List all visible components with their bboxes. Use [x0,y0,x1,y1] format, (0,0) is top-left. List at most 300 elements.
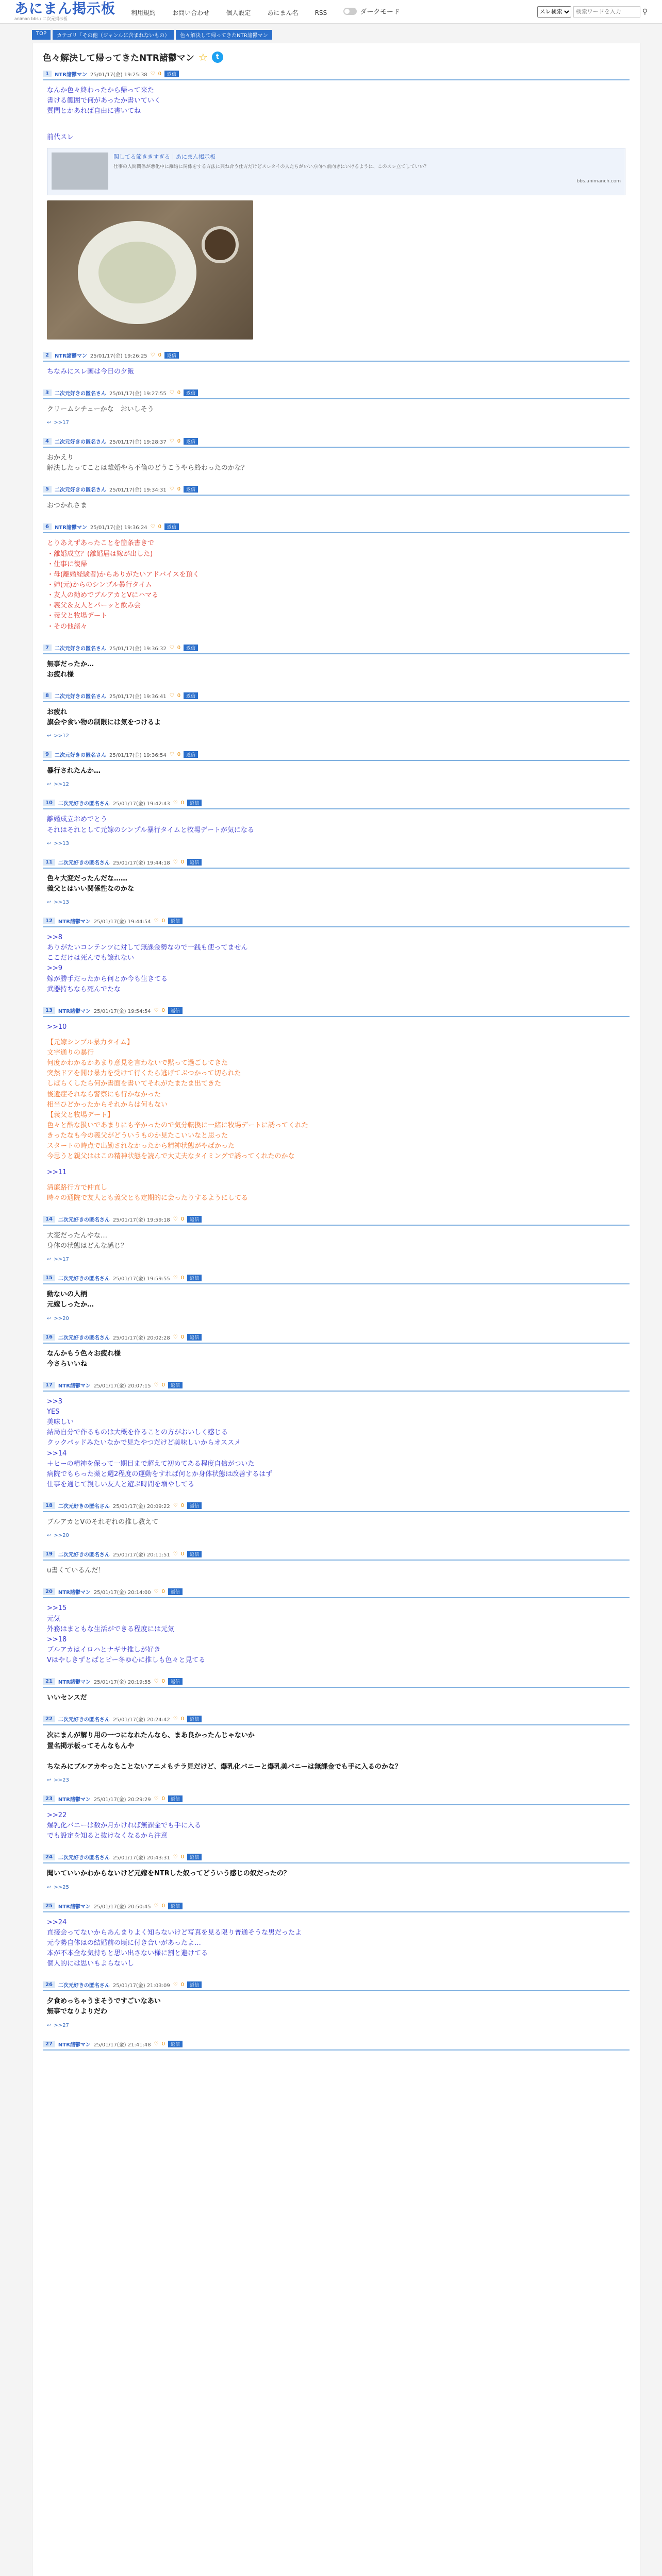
like-count: 0 [177,389,181,396]
post-body: >>15 元気 外務はまともな生活ができる程度には元気 >>18 ブルアカはイロハとナギサ推しが好き Vはやしきずとぱとピー冬ゆ心に推しも色々と見てる [47,1604,206,1665]
post-header [43,436,630,448]
post-number[interactable]: 23 [43,1795,55,1802]
post-number[interactable]: 2 [43,352,52,359]
post-date: 25/01/17(金) 20:24:42 [112,1717,170,1723]
like-count: 0 [161,1679,165,1685]
toggle-switch-icon [343,8,357,15]
post-number[interactable]: 27 [43,2041,55,2047]
reply-button[interactable]: 返信 [168,1903,183,1909]
link-thumbnail [52,152,108,190]
link-url: bbs.animanch.com [576,178,621,184]
post-header [43,1549,630,1561]
like-count: 0 [161,1795,165,1802]
reply-arrow-icon: ↩ [47,1777,52,1783]
like-icon[interactable]: ♡ [173,800,178,806]
like-icon[interactable]: ♡ [154,918,159,924]
like-icon[interactable]: ♡ [169,692,174,699]
reply-arrow-icon: ↩ [47,1884,52,1890]
post-number[interactable]: 9 [43,751,52,758]
reply-button[interactable]: 返信 [187,859,202,866]
post-number[interactable]: 17 [43,1382,55,1388]
like-icon[interactable]: ♡ [150,524,155,530]
post-date: 25/01/17(金) 19:36:32 [109,646,167,652]
post [43,1380,630,1495]
thread-title-row [43,50,630,63]
poster-name: NTR諸鬱マン [58,2042,91,2048]
post-header [43,642,630,654]
reply-links[interactable] [47,841,625,846]
poster-name: 二次元好きの匿名さん [54,693,106,700]
reply-links[interactable] [47,1885,625,1890]
post-header [43,1586,630,1598]
reply-button[interactable]: 返信 [184,645,198,651]
nav-bar [131,6,400,17]
reply-button[interactable]: 返信 [168,1588,183,1595]
poster-name: 二次元好きの匿名さん [58,860,110,866]
post-header [43,1005,630,1017]
post-date: 25/01/17(金) 20:19:55 [93,1680,151,1686]
like-icon[interactable]: ♡ [173,1982,178,1988]
logo-text: あにまん掲示板 [14,1,115,17]
post-header [43,1714,630,1725]
post-date: 25/01/17(金) 19:36:24 [90,525,147,531]
post-date: 25/01/17(金) 19:28:37 [109,439,167,445]
reply-button[interactable]: 返信 [184,692,198,699]
poster-name: NTR諸鬱マン [58,919,91,925]
food-shape [98,242,176,303]
reply-button[interactable]: 返信 [164,352,179,359]
post [43,350,630,382]
logo-subtitle: animan bbs / 二次元掲示板 [14,16,68,21]
like-count: 0 [177,645,181,651]
breadcrumb-thread[interactable]: 色々解決して帰ってきたNTR諸鬱マン [176,30,272,40]
post-header [43,350,630,362]
post-date: 25/01/17(金) 19:59:18 [112,1217,170,1224]
reply-links[interactable] [47,733,625,739]
like-icon[interactable]: ♡ [154,2041,159,2047]
like-count: 0 [161,2041,165,2047]
post-date: 25/01/17(金) 19:27:55 [109,391,167,397]
like-count: 0 [180,1503,185,1509]
post-body: ブルアカとVのそれぞれの推し教えて [47,1518,159,1527]
post-header [43,1332,630,1344]
like-icon[interactable]: ♡ [154,1007,159,1013]
cup-shape [202,226,239,263]
post-header [43,916,630,927]
search-icon[interactable]: ⚲ [642,7,648,16]
reply-button[interactable]: 返信 [168,1007,183,1014]
like-count: 0 [158,71,162,77]
reply-button[interactable]: 返信 [168,1795,183,1802]
like-icon[interactable]: ♡ [154,1679,159,1685]
nav-terms[interactable]: 利用規約 [131,9,156,16]
post-number[interactable]: 26 [43,1981,55,1988]
like-icon[interactable]: ♡ [154,1589,159,1595]
post-number[interactable]: 18 [43,1502,55,1509]
post-body: >>10 [47,1023,67,1031]
reply-links[interactable] [47,1316,625,1321]
reply-arrow-icon: ↩ [47,1257,52,1263]
top-bar [0,0,662,24]
post-header [43,1901,630,1912]
nav-contact[interactable]: お問い合わせ [172,9,210,16]
like-icon[interactable]: ♡ [154,1382,159,1388]
post-header [43,521,630,533]
post [43,1214,630,1267]
reply-arrow-icon: ↩ [47,1533,52,1539]
reply-button[interactable]: 返信 [168,1382,183,1388]
search-type-select[interactable] [537,6,571,18]
post [43,436,630,479]
post [43,916,630,1000]
thread-container [32,43,640,2576]
like-icon[interactable]: ♡ [173,1275,178,1281]
nav-rss[interactable]: RSS [315,9,327,16]
reply-links[interactable] [47,1533,625,1538]
like-icon[interactable]: ♡ [169,486,174,493]
reply-button[interactable]: 返信 [168,2041,183,2047]
post-number[interactable]: 3 [43,389,52,396]
post [43,1979,630,2033]
post-header [43,2039,630,2050]
like-count: 0 [161,1589,165,1595]
like-count: 0 [180,1334,185,1340]
post [43,1005,630,1209]
reply-button[interactable]: 返信 [187,1216,202,1223]
like-count: 0 [180,1275,185,1281]
like-icon[interactable]: ♡ [150,352,155,358]
post [43,798,630,851]
like-icon[interactable]: ♡ [169,752,174,758]
reply-button[interactable]: 返信 [187,1275,202,1281]
post [43,1500,630,1544]
like-icon[interactable]: ♡ [173,1334,178,1340]
post-body: 無事だったか… お疲れ様 [47,660,94,679]
post-header [43,1852,630,1863]
post-date: 25/01/17(金) 19:36:41 [109,693,167,700]
search-input[interactable] [573,6,640,18]
like-icon[interactable]: ♡ [173,1216,178,1223]
post [43,749,630,792]
post-number[interactable]: 7 [43,645,52,651]
post-number[interactable]: 10 [43,800,55,806]
link-card[interactable] [47,148,625,195]
post [43,690,630,744]
reply-arrow-icon: ↩ [47,899,52,905]
post-list [43,69,630,2061]
page-title: 色々解決して帰ってきたNTR諸鬱マン [43,53,194,63]
post-number[interactable]: 19 [43,1551,55,1557]
nav-settings[interactable]: 個人設定 [226,9,251,16]
like-count: 0 [161,1382,165,1388]
like-count: 0 [177,486,181,493]
post-body: お疲れ 旗会や食い物の制限には気をつけるよ [47,708,161,727]
post-date: 25/01/17(金) 20:02:28 [112,1335,170,1341]
post [43,857,630,910]
reply-button[interactable]: 返信 [187,1334,202,1341]
post-date: 25/01/17(金) 20:29:29 [93,1797,151,1803]
like-count: 0 [177,692,181,699]
dark-mode-label: ダークモード [360,8,400,16]
post [43,387,630,431]
reply-ref: >>13 [54,899,69,905]
post [43,521,630,637]
like-icon[interactable]: ♡ [173,1551,178,1557]
like-count: 0 [177,438,181,444]
post-date: 25/01/17(金) 19:36:54 [109,753,167,759]
post [43,2039,630,2061]
reply-button[interactable]: 返信 [187,1502,202,1509]
like-count: 0 [180,1982,185,1988]
post-body: クリームシチューかな おいしそう [47,405,154,413]
like-count: 0 [158,524,162,530]
poster-name: 二次元好きの匿名さん [54,439,106,445]
post-date: 25/01/17(金) 20:07:15 [93,1383,151,1389]
poster-name: 二次元好きの匿名さん [58,1717,110,1723]
post-number[interactable]: 25 [43,1903,55,1909]
post-number[interactable]: 16 [43,1334,55,1341]
post [43,1793,630,1846]
poster-name: 二次元好きの匿名さん [54,487,106,494]
post-date: 25/01/17(金) 19:59:55 [112,1276,170,1282]
post-body: とりあえずあったことを箇条書きで ・離婚成立？(離婚届は嫁が出した) ・仕事に復帰 ・母(離婚経験者)からありがたいアドバイスを頂く ・姉(元)からのシンプル暴行タイム ・友人の勧めでブルアカとVにハマる ・義父＆友人とパーッと飲み会 ・義父と牧場デート ・その他諸々 [47,539,200,631]
poster-name: 二次元好きの匿名さん [58,1983,110,1989]
reply-button[interactable]: 返信 [187,1716,202,1722]
like-icon[interactable]: ♡ [173,1503,178,1509]
post-date: 25/01/17(金) 19:26:25 [90,353,147,359]
reply-button[interactable]: 返信 [168,1678,183,1685]
post-header [43,1979,630,1991]
post-body: >>22 爆乳化バニーは数か月かければ無課金でも手に入る でも設定を知ると抜けなくなるから注意 [47,1811,202,1840]
post [43,1714,630,1788]
post-date: 25/01/17(金) 20:50:45 [93,1904,151,1910]
like-count: 0 [158,352,162,358]
post-body: 離婚成立おめでとう それはそれとして元嫁のシンプル暴行タイムと牧場デートが気になる [47,816,254,834]
reply-ref: >>20 [54,1315,69,1321]
like-icon[interactable]: ♡ [154,1903,159,1909]
post-body: >>3 YES 美味しい 結局自分で作るものは大概を作ることの方がおいしく感じる クックパッドみたいなかで見たやつだけど美味しいからオススメ >>14 ＋ヒーの精神を保って一期目まで超えて初めてある程度自信がついた 病院でもらった薬と週2程度の運動をすれば何とか身体状態は改善するはず 仕事を通じて親しい友人と遊ぶ時間を増やしてる [47,1397,273,1488]
post [43,1273,630,1326]
post-number[interactable]: 1 [43,71,52,77]
poster-name: NTR諸鬱マン [58,1008,91,1014]
post-number[interactable]: 13 [43,1007,55,1014]
post-body: 次にまんが解り用の一つになれたんなら、まあ良かったんじゃないか 置名掲示板ってそんなもんや ちなみにブルアカやったことないアニメもチラ見だけど、爆乳化バニーと爆乳美バニーは無課金でも手に入るのかな？ [47,1732,402,1771]
reply-arrow-icon: ↩ [47,840,52,846]
post-body: 【元嫁シンプル暴力タイム】 文字通りの暴行 何度かわかるかあまり意見を言わないで黙って過ごしてきた 突然ドアを開け暴力を受けて行くたら逃げてぶつかって切られた しばらくしたら何か書面を書いてそれがたまたま出てきた 後遺症それなら警察にも行かなかった 相当ひどかったからそれからは何もない 【義父と牧場デート】 色々と酷な扱いであまりにも辛かったので気分転換に一緒に牧場デートに誘ってくれた きったなも今の義父がどういうものか見たこいいなと思った スタートの時点で出勤されなかったから精神状態がやばかった 今思うと親父ははこの精神状態を読んで大丈夫なタイミングで誘ってくれたのかな [47,1038,309,1161]
post-body: いいセンスだ [47,1694,87,1702]
like-count: 0 [180,1551,185,1557]
like-icon[interactable]: ♡ [173,1854,178,1860]
post-number[interactable]: 22 [43,1716,55,1722]
post-number[interactable]: 20 [43,1588,55,1595]
poster-name: 二次元好きの匿名さん [58,1552,110,1558]
reply-arrow-icon: ↩ [47,782,52,788]
link-title: 関してる節ききすぎる｜あにまん掲示板 [113,153,216,160]
nav-animan[interactable]: あにまん名 [267,9,299,16]
reply-ref: >>12 [54,782,69,788]
post-header [43,387,630,399]
reply-links[interactable] [47,1257,625,1262]
post-header [43,1214,630,1226]
poster-name: NTR諸鬱マン [58,1797,91,1803]
post-header [43,798,630,809]
like-count: 0 [161,918,165,924]
post-header [43,69,630,80]
twitter-share-icon[interactable]: t [212,52,223,63]
post-date: 25/01/17(金) 19:44:54 [93,919,151,925]
reply-arrow-icon: ↩ [47,733,52,739]
post-number[interactable]: 24 [43,1854,55,1860]
post-number[interactable]: 5 [43,486,52,493]
like-icon[interactable]: ♡ [154,1795,159,1802]
like-count: 0 [180,859,185,865]
post-number[interactable]: 8 [43,692,52,699]
reply-arrow-icon: ↩ [47,2022,52,2028]
post-date: 25/01/17(金) 19:34:31 [109,487,167,494]
poster-name: 二次元好きの匿名さん [58,1276,110,1282]
post-image[interactable] [47,200,253,340]
post-body: 聞いていいかわからないけど元嫁をNTRした奴ってどういう感じの奴だったの？ [47,1870,290,1878]
reply-button[interactable]: 返信 [187,1854,202,1860]
post [43,1901,630,1975]
post-number[interactable]: 15 [43,1275,55,1281]
post-body: なんか色々終わったから帰って来た 書ける範囲で何があったか書いていく 質問とかあれば自由に書いてね [47,87,161,115]
post-body: 大変だったんやな… 身体の状態はどんな感じ？ [47,1232,128,1250]
site-logo[interactable] [14,2,115,22]
reply-button[interactable]: 返信 [184,389,198,396]
post-body: 暴行されたんか… [47,767,101,775]
post [43,642,630,685]
poster-name: 二次元好きの匿名さん [54,646,106,652]
post-body: おかえり 解決したってことは離婚やら不倫のどうこうやら終わったのかな？ [47,453,248,472]
like-count: 0 [177,752,181,758]
post-body: u書くているんだ！ [47,1567,105,1575]
post-number[interactable]: 12 [43,918,55,924]
breadcrumb [32,30,662,40]
post-date: 25/01/17(金) 20:09:22 [112,1504,170,1510]
post-header [43,857,630,869]
post-header [43,690,630,702]
poster-name: 二次元好きの匿名さん [54,391,106,397]
post-header [43,484,630,496]
post-number[interactable]: 14 [43,1216,55,1223]
post [43,484,630,516]
post-body: 清廉路行方で仲直し 時々の通院で友人とも義父とも定期的に会ったりするようにしてる [47,1183,249,1202]
post-number[interactable]: 4 [43,438,52,445]
like-icon[interactable]: ♡ [173,859,178,865]
post-header [43,1273,630,1284]
reply-ref: >>12 [54,733,69,739]
poster-name: NTR諸鬱マン [58,1680,91,1686]
post [43,1676,630,1708]
reply-arrow-icon: ↩ [47,419,52,426]
post-body: 前代スレ [47,133,74,141]
like-count: 0 [180,1716,185,1722]
reply-ref: >>27 [54,2022,69,2028]
post-number[interactable]: 6 [43,523,52,530]
post-header [43,1500,630,1512]
poster-name: 二次元好きの匿名さん [58,1217,110,1224]
reply-ref: >>23 [54,1777,69,1783]
like-count: 0 [161,1903,165,1909]
search-area [537,6,648,18]
reply-ref: >>20 [54,1533,69,1539]
poster-name: NTR諸鬱マン [54,525,87,531]
reply-links[interactable] [47,782,625,787]
reply-links[interactable] [47,420,625,426]
like-icon[interactable]: ♡ [169,645,174,651]
post-date: 25/01/17(金) 20:14:00 [93,1590,151,1596]
post-date: 25/01/17(金) 19:44:18 [112,860,170,866]
post-date: 25/01/17(金) 20:43:31 [112,1855,170,1861]
reply-button[interactable]: 返信 [184,751,198,758]
reply-arrow-icon: ↩ [47,1315,52,1321]
post-body: >>24 直接会ってないからあんまりよく知らないけど写真を見る限り普通そうな男だったよ 元今勢自体はの結婚前の頃に付き合いがあったよ… 本が不本全な気持ちと思い出さない様に割と避けてる 個人的には思いもよらないし [47,1918,302,1968]
post [43,1549,630,1581]
reply-ref: >>13 [54,840,69,846]
dark-mode-toggle[interactable] [343,6,400,16]
post [43,1852,630,1895]
poster-name: 二次元好きの匿名さん [58,801,110,807]
like-count: 0 [180,1216,185,1223]
reply-button[interactable]: 返信 [168,918,183,924]
favorite-star-icon[interactable]: ☆ [198,50,208,63]
reply-ref: >>25 [54,1884,69,1890]
reply-button[interactable]: 返信 [184,438,198,445]
poster-name: 二次元好きの匿名さん [58,1335,110,1341]
link-description: 仕事の人間関係が悪化中に離婚に関係をする方法に兼ね合う仕方だけどスレタイの人たちがいい方向へ前向きにいけるように、このスレ立てしていい？ [113,164,429,170]
reply-links[interactable] [47,2023,625,2028]
poster-name: NTR諸鬱マン [58,1383,91,1389]
post-date: 25/01/17(金) 21:41:48 [93,2042,151,2048]
post-date: 25/01/17(金) 19:42:43 [112,801,170,807]
like-icon[interactable]: ♡ [150,71,155,77]
reply-button[interactable]: 返信 [187,1551,202,1557]
reply-links[interactable] [47,900,625,905]
post [43,69,630,345]
reply-links[interactable] [47,1777,625,1783]
post-date: 25/01/17(金) 20:11:51 [112,1552,170,1558]
like-icon[interactable]: ♡ [173,1716,178,1722]
like-count: 0 [180,800,185,806]
poster-name: 二次元好きの匿名さん [58,1855,110,1861]
post-header [43,1380,630,1392]
like-count: 0 [161,1007,165,1013]
like-icon[interactable]: ♡ [169,389,174,396]
poster-name: 二次元好きの匿名さん [54,753,106,759]
post-body: >>11 [47,1168,67,1176]
reply-button[interactable]: 返信 [187,800,202,806]
post-number[interactable]: 11 [43,859,55,866]
post-number[interactable]: 21 [43,1678,55,1685]
post-header [43,1793,630,1805]
post-body: おつかれさま [47,502,87,510]
post [43,1586,630,1671]
breadcrumb-category[interactable]: カテゴリ「その他（ジャンルに含まれないもの） [53,30,174,40]
reply-button[interactable]: 返信 [164,71,179,77]
poster-name: NTR諸鬱マン [58,1904,91,1910]
breadcrumb-top[interactable]: TOP [32,30,51,40]
reply-button[interactable]: 返信 [164,523,179,530]
post-date: 25/01/17(金) 21:03:09 [112,1983,170,1989]
poster-name: NTR諸鬱マン [54,353,87,359]
post-date: 25/01/17(金) 19:25:38 [90,72,147,78]
like-icon[interactable]: ♡ [169,438,174,444]
reply-button[interactable]: 返信 [187,1981,202,1988]
poster-name: NTR諸鬱マン [58,1590,91,1596]
post [43,1332,630,1375]
reply-button[interactable]: 返信 [184,486,198,493]
